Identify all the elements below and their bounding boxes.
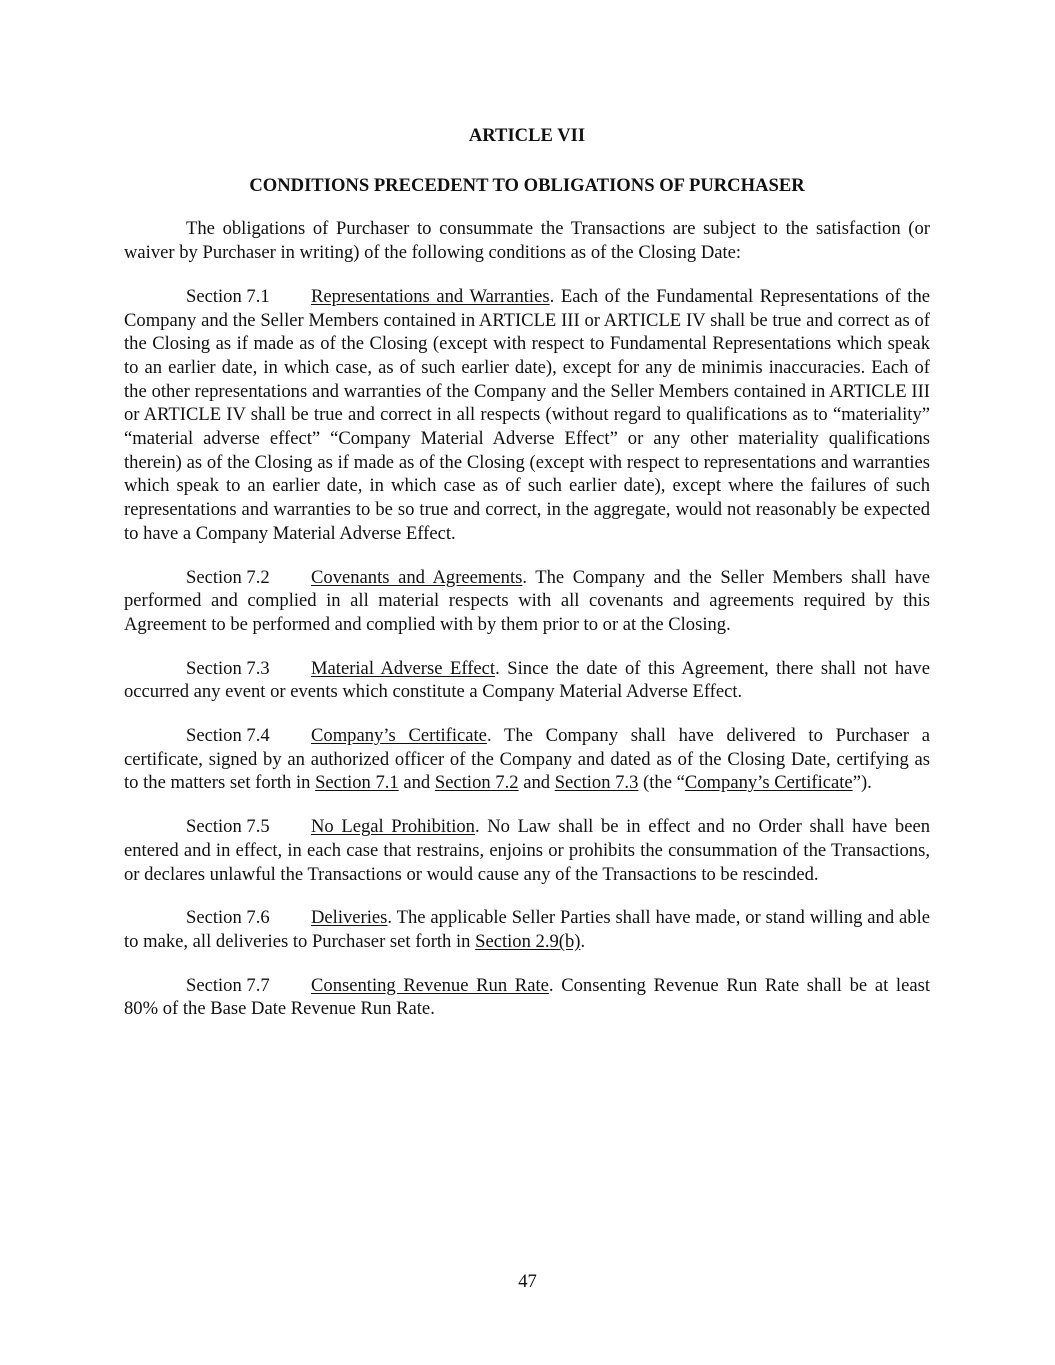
section-7-4 <box>124 724 930 795</box>
section-7-1 <box>124 285 930 546</box>
section-text: . Since the date of this Agreement, there shall not have occurred any event or events which constitute a Company Material Adverse Effect. <box>124 657 930 703</box>
section-heading: No Legal Prohibition <box>311 816 475 838</box>
section-number: Section 7.3 <box>186 657 270 679</box>
section-number: Section 7.6 <box>186 907 270 929</box>
section-text: . Consenting Revenue Run Rate shall be at least 80% of the Base Date Revenue Run Rate. <box>124 974 930 1020</box>
cross-reference-link[interactable]: Section 7.1 <box>315 772 399 794</box>
section-7-2 <box>124 566 930 637</box>
section-text: . Each of the Fundamental Representations of the Company and the Seller Members contained in ARTICLE III or ARTICLE IV shall be true and correct as of the Closing as if made as of the Closing (except with respect to Fundamental Representations which speak to an earlier date, in which case, as of such earlier date), except for any de minimis inaccuracies. Each of the other representations and warranties of the Company and the Seller Members contained in ARTICLE III or ARTICLE IV shall be true and correct in all respects (without regard to qualifications as to “materiality” “material adverse effect” “Company Material Adverse Effect” or any other materiality qualifications therein) as of the Closing as if made as of the Closing (except with respect to representations and warranties which speak to an earlier date, in which case as of such earlier date), except where the failures of such representations and warranties to be so true and correct, in the aggregate, would not reasonably be expected to have a Company Material Adverse Effect. <box>124 285 930 544</box>
section-text: ”). <box>852 772 872 794</box>
section-text: . No Law shall be in effect and no Order shall have been entered and in effect, in each case that restrains, enjoins or prohibits the consummation of the Transactions, or declares unlawful the Transactions or would cause any of the Transactions to be rescinded. <box>124 816 930 885</box>
section-7-5 <box>124 815 930 886</box>
article-number: ARTICLE VII <box>468 125 586 146</box>
section-number: Section 7.4 <box>186 725 270 747</box>
defined-term: Company’s Certificate <box>684 772 853 794</box>
cross-reference-link[interactable]: Section 7.2 <box>434 772 519 794</box>
section-7-7 <box>124 974 930 1021</box>
document-page <box>124 124 930 1041</box>
cross-reference-link[interactable]: Section 2.9(b) <box>475 930 581 952</box>
section-7-3 <box>124 657 930 704</box>
section-text: . <box>580 930 586 952</box>
section-text: (the “ <box>638 772 685 794</box>
section-text: . The Company shall have delivered to Purchaser a certificate, signed by an authorized officer of the Company and dated as of the Closing Date, certifying as to the matters set forth in <box>124 725 930 794</box>
section-heading: Material Adverse Effect <box>311 657 496 679</box>
section-number: Section 7.7 <box>186 974 270 996</box>
section-text: and <box>398 772 435 794</box>
section-heading: Deliveries <box>311 907 388 929</box>
section-text: . The Company and the Seller Members shall have performed and complied in all material respects with all covenants and agreements required by this Agreement to be performed and complied with by them prior to or at the Closing. <box>124 566 930 635</box>
intro-paragraph: The obligations of Purchaser to consummate the Transactions are subject to the satisfaction (or waiver by Purchaser in writing) of the following conditions as of the Closing Date: <box>124 218 930 264</box>
section-text: and <box>518 772 555 794</box>
section-text: . The applicable Seller Parties shall have made, or stand willing and able to make, all deliveries to Purchaser set forth in <box>124 907 930 952</box>
section-heading: Company’s Certificate <box>311 725 487 747</box>
article-title: CONDITIONS PRECEDENT TO OBLIGATIONS OF PURCHASER <box>249 174 805 196</box>
section-number: Section 7.2 <box>186 566 270 588</box>
cross-reference-link[interactable]: Section 7.3 <box>554 772 639 794</box>
section-number: Section 7.1 <box>186 285 270 307</box>
section-heading: Covenants and Agreements <box>311 566 523 588</box>
page-number: 47 <box>518 1271 537 1292</box>
section-7-6 <box>124 906 930 953</box>
section-heading: Consenting Revenue Run Rate <box>311 974 549 996</box>
section-number: Section 7.5 <box>186 816 270 838</box>
section-heading: Representations and Warranties <box>311 285 550 307</box>
